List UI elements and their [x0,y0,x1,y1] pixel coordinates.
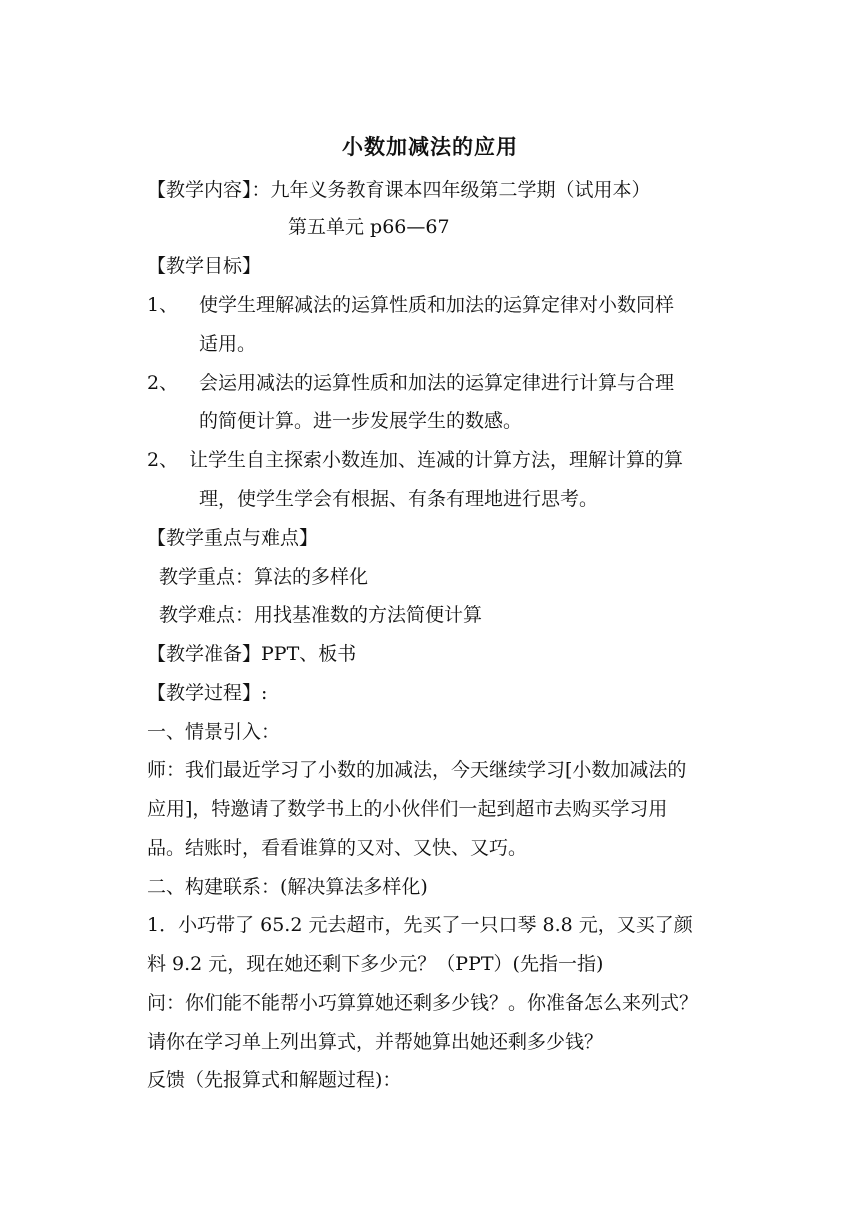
objective-text: 使学生理解减法的运算性质和加法的运算定律对小数同样 [199,294,675,316]
objective-text: 适用。 [199,333,257,355]
teaching-content-text: 九年义务教育课本四年级第二学期（试用本） [270,179,651,201]
teaching-preparation: 【教学准备】PPT、板书 [147,643,357,665]
section-heading: 一、情景引入： [147,721,281,743]
paragraph-line: 1．小巧带了 65.2 元去超市，先买了一只口琴 8.8 元，又买了颜 [147,914,693,936]
paragraph-line: 师：我们最近学习了小数的加减法，今天继续学习[小数加减法的 [147,759,687,781]
objective-number: 1、 [147,294,179,316]
teaching-focus: 教学重点：算法的多样化 [159,566,369,588]
teaching-content-line [147,177,651,203]
objective-text: 让学生自主探索小数连加、连减的计算方法，理解计算的算 [189,449,684,471]
paragraph-line: 问：你们能不能帮小巧算算她还剩多少钱？。你准备怎么来列式？ [147,992,699,1014]
objectives-heading: 【教学目标】 [147,255,262,277]
teaching-difficulty: 教学难点：用找基准数的方法简便计算 [159,604,483,626]
paragraph-line: 请你在学习单上列出算式，并帮她算出她还剩多少钱？ [147,1031,604,1053]
document-title: 小数加减法的应用 [342,135,518,159]
objective-text: 理，使学生学会有根据、有条有理地进行思考。 [199,488,599,510]
paragraph-line: 料 9.2 元，现在她还剩下多少元？（PPT）(先指一指) [147,953,604,975]
objective-number: 2、 [147,372,179,394]
teaching-content-label: 【教学内容】： [147,179,271,201]
objective-text: 会运用减法的运算性质和加法的运算定律进行计算与合理 [199,372,675,394]
key-points-heading: 【教学重点与难点】 [147,527,319,549]
teaching-content-unit: 第五单元 p66—67 [288,216,450,238]
section-heading: 二、构建联系：(解决算法多样化) [147,876,428,898]
objective-text: 的简便计算。进一步发展学生的数感。 [199,410,523,432]
paragraph-line: 应用]，特邀请了数学书上的小伙伴们一起到超市去购买学习用 [147,798,668,820]
paragraph-line: 反馈（先报算式和解题过程)： [147,1069,402,1091]
process-heading: 【教学过程】: [147,682,268,704]
objective-number: 2、 [147,449,179,471]
paragraph-line: 品。结账时，看看谁算的又对、又快、又巧。 [147,837,528,859]
